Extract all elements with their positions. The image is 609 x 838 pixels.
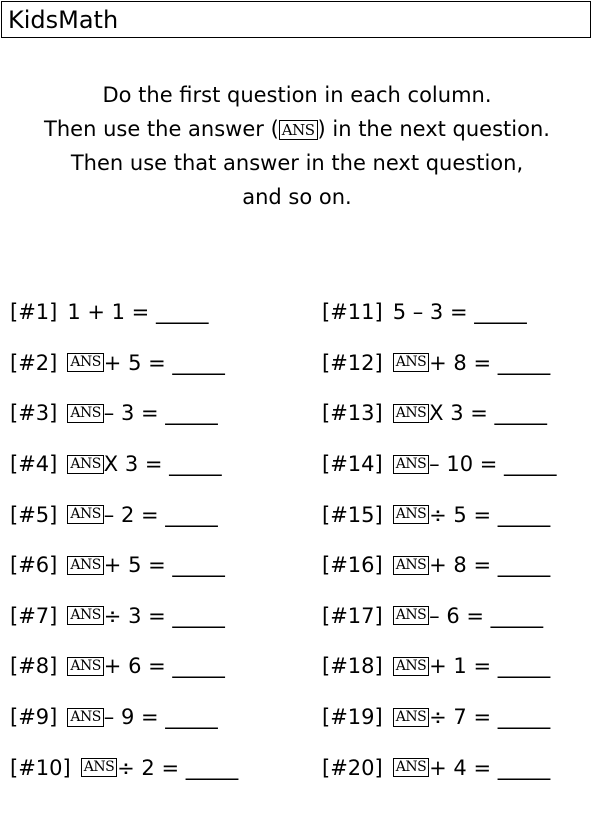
question-row [322,338,557,389]
question-expression: – 2 = _____ [103,502,218,527]
instruction-line-2-start: Then use the answer ( [44,117,279,141]
question-row [322,591,557,642]
ans-box: ANS [393,353,429,372]
ans-box: ANS [393,556,429,575]
question-expression: 5 – 3 = _____ [392,300,527,325]
question-number: [#8] [10,654,58,679]
ans-box: ANS [67,353,103,372]
question-expression: ÷ 2 = _____ [117,755,239,780]
ans-box: ANS [393,455,429,474]
question-row [322,641,557,692]
question-expression: + 1 = _____ [429,654,551,679]
ans-box: ANS [67,606,103,625]
question-number: [#14] [322,452,383,477]
question-number: [#5] [10,502,58,527]
question-row [10,287,238,338]
question-number: [#6] [10,553,58,578]
question-expression: – 6 = _____ [429,603,544,628]
question-number: [#17] [322,603,383,628]
ans-box: ANS [81,758,117,777]
question-row [322,489,557,540]
question-row [10,540,238,591]
question-row [322,439,557,490]
question-number: [#2] [10,350,58,375]
question-number: [#4] [10,452,58,477]
question-number: [#15] [322,502,383,527]
question-expression: ÷ 5 = _____ [429,502,551,527]
ans-box: ANS [279,120,318,140]
question-expression: ÷ 3 = _____ [103,603,225,628]
question-row [10,641,238,692]
ans-box: ANS [67,708,103,727]
question-expression: – 3 = _____ [103,401,218,426]
right-question-column [322,287,557,793]
question-expression: + 5 = _____ [103,350,225,375]
left-question-column [10,287,238,793]
question-number: [#18] [322,654,383,679]
question-row [322,287,557,338]
question-number: [#10] [10,755,71,780]
question-number: [#16] [322,553,383,578]
question-expression: + 4 = _____ [429,755,551,780]
question-row [322,540,557,591]
question-number: [#9] [10,705,58,730]
question-row [322,742,557,793]
ans-box: ANS [67,404,103,423]
ans-box: ANS [393,708,429,727]
ans-box: ANS [393,657,429,676]
question-row [10,591,238,642]
question-number: [#3] [10,401,58,426]
question-expression: ÷ 7 = _____ [429,705,551,730]
ans-box: ANS [393,758,429,777]
question-expression: 1 + 1 = _____ [67,300,209,325]
instruction-line-2 [0,112,594,146]
instruction-line-4: and so on. [242,185,352,209]
question-expression: + 6 = _____ [103,654,225,679]
question-expression: + 8 = _____ [429,553,551,578]
instructions [0,78,594,214]
instruction-line-3: Then use that answer in the next question, [70,151,524,175]
question-expression: X 3 = _____ [103,452,222,477]
question-row [10,338,238,389]
question-number: [#13] [322,401,383,426]
ans-box: ANS [67,455,103,474]
question-expression: + 5 = _____ [103,553,225,578]
question-row [10,742,238,793]
question-number: [#19] [322,705,383,730]
question-row [10,489,238,540]
question-row [10,439,238,490]
question-row [322,692,557,743]
ans-box: ANS [393,606,429,625]
question-row [10,692,238,743]
question-expression: – 10 = _____ [429,452,557,477]
question-number: [#7] [10,603,58,628]
ans-box: ANS [67,556,103,575]
ans-box: ANS [67,505,103,524]
ans-box: ANS [67,657,103,676]
question-number: [#12] [322,350,383,375]
question-expression: – 9 = _____ [103,705,218,730]
instruction-line-2-end: ) in the next question. [317,117,550,141]
question-expression: + 8 = _____ [429,350,551,375]
question-row [10,388,238,439]
ans-box: ANS [393,505,429,524]
question-number: [#20] [322,755,383,780]
question-number: [#11] [322,300,383,325]
ans-box: ANS [393,404,429,423]
question-number: [#1] [10,300,58,325]
page-title: KidsMath [1,1,591,38]
question-expression: X 3 = _____ [429,401,548,426]
question-row [322,388,557,439]
instruction-line-1: Do the first question in each column. [102,83,492,107]
